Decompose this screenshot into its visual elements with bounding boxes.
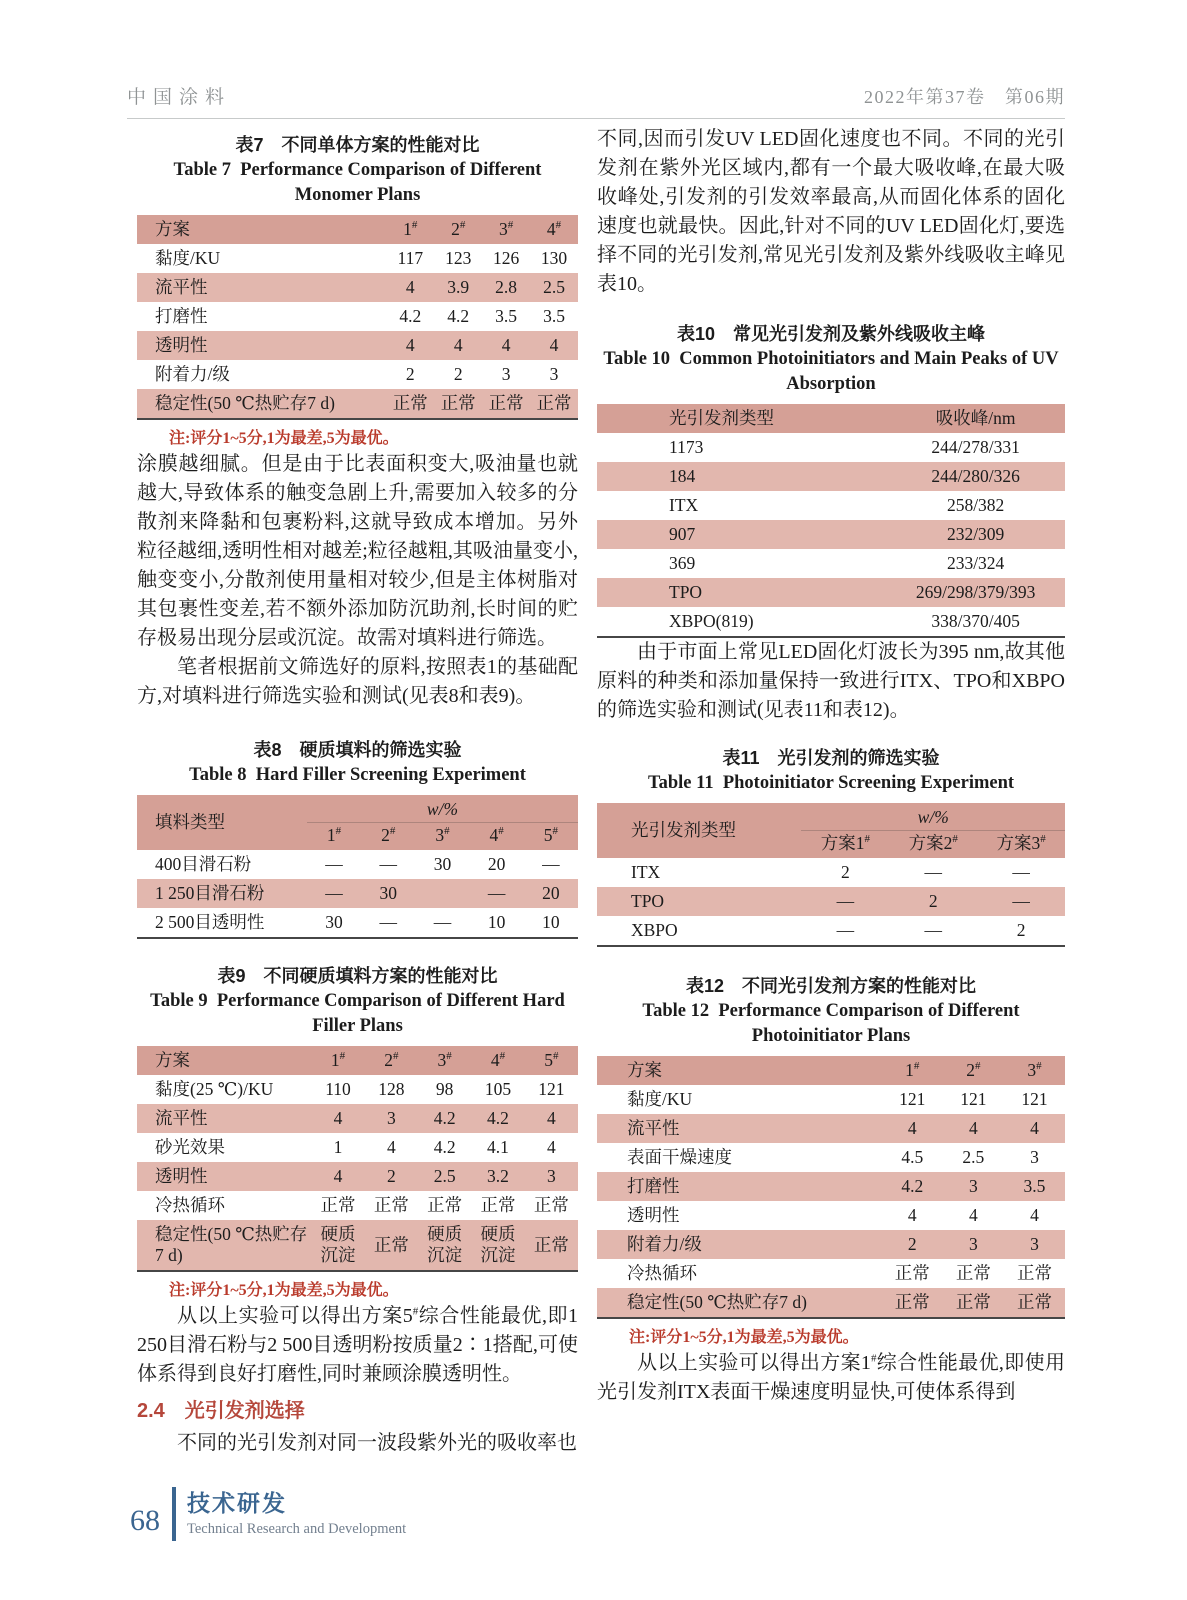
table-cell: 2: [365, 1162, 418, 1191]
table-row: [597, 1172, 1065, 1201]
table-cell: 方案3#: [977, 831, 1065, 859]
table-cell: 244/278/331: [931, 437, 1020, 457]
table-cell: —: [379, 854, 397, 874]
table-cell: 黏度/KU: [627, 1089, 693, 1109]
table-cell: 2.5: [418, 1162, 471, 1191]
table-cell: 正常: [427, 1195, 463, 1215]
table-cell: 正常: [434, 389, 482, 419]
table-cell: 正常: [1004, 1288, 1065, 1318]
table-cell: 2#: [361, 823, 415, 851]
table8-title-en: Table 8 Hard Filler Screening Experiment: [189, 765, 526, 785]
table-row: [597, 1230, 1065, 1259]
page-footer: [130, 1487, 406, 1541]
table-cell: 稳定性(50 ℃热贮存7 d): [137, 389, 386, 419]
table-cell: 正常: [386, 389, 434, 419]
table9-title: [137, 963, 578, 1039]
table-cell: 4: [386, 331, 434, 360]
table-row: [137, 389, 578, 419]
table-cell: 正常: [1016, 1263, 1052, 1283]
table-row: [137, 850, 578, 879]
table-cell: 正常: [525, 1220, 578, 1271]
table-cell: TPO: [597, 887, 801, 916]
table-row: [137, 273, 578, 302]
table-row: [137, 244, 578, 273]
table-cell: 正常: [480, 1195, 516, 1215]
table-cell: 2: [889, 887, 977, 916]
table-cell: 244/280/326: [886, 462, 1065, 491]
table-row: [597, 1288, 1065, 1318]
page-number: 68: [130, 1504, 160, 1537]
table-cell: 2: [841, 862, 850, 882]
table7-title: [137, 132, 578, 208]
table-row: [137, 1191, 578, 1220]
table-cell: 4: [1030, 1205, 1039, 1225]
table-cell: 方案: [597, 1056, 882, 1085]
table-cell: 3.5: [543, 306, 565, 326]
table-row: [137, 360, 578, 389]
table-cell: 20: [487, 854, 506, 874]
table7-monomer-performance: [137, 215, 578, 420]
table-cell: 方案: [137, 1046, 311, 1075]
table-cell: ITX: [669, 495, 699, 515]
table-cell: 5#: [524, 823, 578, 851]
paragraph: 不同,因而引发UV LED固化速度也不同。不同的光引发剂在紫外光区域内,都有一个最大吸收峰,在最大吸收峰处,引发剂的引发效率最高,从而固化体系的固化速度也就最快。因此,针对不同的UV LED固化灯,要选择不同的光引发剂,常见光引发剂及紫外线吸收主峰见表10。: [597, 128, 1065, 295]
table-cell: 填料类型: [137, 795, 307, 850]
table-cell: 2#: [365, 1046, 418, 1075]
table-cell: 黏度/KU: [155, 248, 221, 268]
table9-note: 注:评分1~5分,1为最差,5为最优。: [169, 1282, 399, 1299]
table-cell: 30: [325, 912, 343, 932]
table-cell: w/%: [801, 803, 1065, 831]
table-row: [597, 462, 1065, 491]
table-cell: 4: [311, 1162, 364, 1191]
table-cell: 3.2: [471, 1162, 524, 1191]
table-cell: 121: [960, 1089, 987, 1109]
table-cell: 吸收峰/nm: [886, 404, 1065, 433]
table-cell: 硬质沉淀: [418, 1220, 471, 1271]
table-cell: 121: [1021, 1089, 1048, 1109]
table-cell: 4: [968, 1205, 978, 1225]
table-cell: 128: [378, 1079, 405, 1099]
footer-section: [187, 1489, 406, 1540]
footer-section-en: Technical Research and Development: [187, 1520, 407, 1537]
table-cell: —: [924, 862, 942, 882]
table-cell: 4.1: [487, 1137, 509, 1157]
table-cell: 附着力/级: [597, 1230, 882, 1259]
table-cell: 4: [525, 1104, 578, 1133]
table-cell: 1173: [669, 437, 704, 457]
paragraph: 涂膜越细腻。但是由于比表面积变大,吸油量也就越大,导致体系的触变急剧上升,需要加入较多的分散剂来降黏和包裹粉料,这就导致成本增加。另外粒径越细,透明性相对越差;粒径越粗,其吸油量变小,触变变小,分散剂使用量相对较少,但是主体树脂对其包裹性变差,若不额外添加防沉助剂,长时间的贮存极易出现分层或沉淀。故需对填料进行筛选。: [137, 453, 578, 649]
table-cell: 4: [434, 331, 482, 360]
table-header: [597, 803, 1065, 858]
table8-title-cn: 表8 硬质填料的筛选实验: [253, 740, 462, 760]
table-header: [137, 1046, 578, 1075]
table-row: [597, 1114, 1065, 1143]
table-cell: 方案: [137, 215, 386, 244]
table-cell: —: [325, 854, 343, 874]
table-cell: 硬质沉淀: [311, 1220, 364, 1271]
table-cell: 透明性: [137, 331, 386, 360]
table-cell: —: [1012, 862, 1030, 882]
table-cell: 正常: [955, 1263, 991, 1283]
table-cell: 10: [542, 912, 560, 932]
table-cell: 98: [435, 1079, 454, 1099]
table-cell: 269/298/379/393: [886, 578, 1065, 607]
table-cell: 30: [433, 854, 452, 874]
table-cell: —: [307, 879, 361, 908]
table-cell: 3.5: [1004, 1172, 1065, 1201]
table-cell: 4.2: [433, 1137, 456, 1157]
table-cell: 3.5: [495, 306, 518, 326]
section-heading-2-4: 2.4 光引发剂选择: [137, 1400, 305, 1422]
table-row: [137, 1162, 578, 1191]
table-cell: 2 500目透明性: [155, 912, 265, 932]
table-cell: 流平性: [137, 273, 386, 302]
table7-title-cn: 表7 不同单体方案的性能对比: [235, 135, 480, 155]
table-cell: 4.2: [882, 1172, 943, 1201]
table-cell: XBPO(819): [669, 611, 754, 631]
table-cell: 123: [445, 248, 472, 268]
table-cell: 2.5: [530, 273, 578, 302]
table-row: [137, 879, 578, 908]
table10-title: [597, 321, 1065, 397]
table-row: [597, 1201, 1065, 1230]
table-cell: 正常: [482, 389, 530, 419]
table-cell: ITX: [631, 862, 661, 882]
journal-name: 中国涂料: [127, 87, 232, 108]
table-row: [597, 491, 1065, 520]
table10-photoinitiator-uv-peaks: [597, 404, 1065, 638]
table-row: [597, 916, 1065, 946]
table-cell: 105: [484, 1079, 512, 1099]
table-row: [597, 887, 1065, 916]
table-cell: 冷热循环: [627, 1263, 697, 1283]
table-cell: 1: [333, 1137, 343, 1157]
table-cell: 907: [597, 520, 886, 549]
table-row: [137, 908, 578, 938]
table-cell: 2#: [434, 215, 482, 244]
table-row: [597, 549, 1065, 578]
table-cell: 冷热循环: [155, 1195, 225, 1215]
table-cell: 正常: [320, 1195, 356, 1215]
paragraph: 从以上实验可以得出方案5#综合性能最优,即1 250目滑石粉与2 500目透明粉按质量2∶1搭配,可使体系得到良好打磨性,同时兼顾涂膜透明性。: [137, 1305, 579, 1385]
table-cell: —: [977, 887, 1065, 916]
table-cell: 光引发剂类型: [597, 404, 886, 433]
table-cell: —: [836, 920, 855, 940]
table-cell: 1#: [386, 215, 434, 244]
table9-title-en: Table 9 Performance Comparison of Different Hard Filler Plans: [150, 991, 565, 1036]
table-header: [137, 215, 578, 244]
table-cell: 正常: [530, 389, 578, 419]
table-cell: 258/382: [946, 495, 1005, 515]
table-cell: 2.8: [482, 273, 530, 302]
table-cell: 121: [899, 1089, 926, 1109]
table-cell: 2#: [943, 1056, 1004, 1085]
table-cell: 2: [453, 364, 463, 384]
table-cell: 3: [1030, 1147, 1039, 1167]
table-header: [137, 795, 578, 850]
table-cell: 369: [669, 553, 696, 573]
table7-note: 注:评分1~5分,1为最差,5为最优。: [169, 430, 399, 447]
footer-divider: [172, 1487, 176, 1541]
table-cell: 稳定性(50 ℃热贮存7 d): [137, 1220, 311, 1271]
table-cell: 2.5: [962, 1147, 985, 1167]
table-cell: 硬质沉淀: [471, 1220, 524, 1271]
table-cell: —: [433, 912, 452, 932]
footer-section-cn: 技术研发: [187, 1489, 287, 1516]
table-cell: w/%: [307, 795, 578, 823]
table-cell: 正常: [894, 1263, 930, 1283]
table-cell: [415, 879, 469, 908]
table-row: [597, 858, 1065, 887]
table-cell: 2: [1016, 920, 1026, 940]
table11-title-en: Table 11 Photoinitiator Screening Experiment: [647, 773, 1015, 793]
table-row: [137, 302, 578, 331]
table8-hard-filler-screening: [137, 795, 578, 939]
paragraph: 不同的光引发剂对同一波段紫外光的吸收率也: [177, 1432, 577, 1454]
table12-note: 注:评分1~5分,1为最差,5为最优。: [629, 1329, 859, 1346]
table-cell: 4: [386, 1137, 396, 1157]
table-cell: 4#: [470, 823, 524, 851]
table-cell: 3#: [415, 823, 469, 851]
table-cell: 黏度(25 ℃)/KU: [155, 1079, 274, 1099]
table-cell: 232/309: [886, 520, 1065, 549]
table-cell: 4: [546, 1137, 556, 1157]
table-cell: 3: [943, 1230, 1004, 1259]
table-header: [597, 1056, 1065, 1085]
table-cell: 方案1#: [801, 831, 889, 859]
table-cell: 透明性: [627, 1205, 680, 1225]
table-cell: 4#: [530, 215, 578, 244]
table-header: [597, 404, 1065, 433]
table10-title-cn: 表10 常见光引发剂及紫外线吸收主峰: [676, 324, 986, 344]
table-cell: 121: [538, 1079, 565, 1099]
table-cell: 流平性: [137, 1104, 311, 1133]
table-cell: —: [542, 854, 560, 874]
table9-hard-filler-performance: [137, 1046, 578, 1272]
table-cell: —: [470, 879, 524, 908]
running-head: [127, 82, 1065, 119]
table-cell: 4: [482, 331, 530, 360]
table-cell: 2: [882, 1230, 943, 1259]
table-row: [137, 1075, 578, 1104]
table-cell: 光引发剂类型: [597, 803, 801, 858]
table-cell: 3#: [482, 215, 530, 244]
paragraph: 笔者根据前文筛选好的原料,按照表1的基础配方,对填料进行筛选实验和测试(见表8和表9)。: [137, 656, 578, 707]
table-cell: 正常: [373, 1195, 409, 1215]
table-cell: 3.9: [434, 273, 482, 302]
table-cell: 4.2: [418, 1104, 471, 1133]
table-cell: 打磨性: [597, 1172, 882, 1201]
table-cell: 3: [365, 1104, 418, 1133]
table-cell: 4.2: [471, 1104, 524, 1133]
table11-title-cn: 表11 光引发剂的筛选实验: [722, 748, 940, 768]
table-cell: 3#: [1004, 1056, 1065, 1085]
table-cell: 4: [530, 331, 578, 360]
table-cell: 5#: [525, 1046, 578, 1075]
table-cell: 4: [1004, 1114, 1065, 1143]
left-column: [137, 132, 578, 1458]
table-cell: 附着力/级: [155, 364, 230, 384]
table-cell: 打磨性: [155, 306, 208, 326]
paragraph: 从以上实验可以得出方案1#综合性能最优,即使用光引发剂ITX表面干燥速度明显快,可使体系得到: [597, 1352, 1066, 1403]
table-cell: 10: [487, 912, 506, 932]
table-cell: 30: [361, 879, 415, 908]
issue-info: 2022年第37卷 第06期: [864, 87, 1065, 107]
table-cell: —: [379, 912, 397, 932]
table-cell: 126: [492, 248, 520, 268]
right-column: [597, 125, 1065, 1407]
table-cell: 4: [882, 1114, 943, 1143]
table-cell: 4: [311, 1104, 364, 1133]
table12-title-en: Table 12 Performance Comparison of Different Photoinitiator Plans: [642, 1001, 1020, 1046]
table-cell: XBPO: [631, 920, 678, 940]
table-cell: TPO: [597, 578, 886, 607]
table12-photoinitiator-performance: [597, 1056, 1065, 1319]
table-cell: 3: [1004, 1230, 1065, 1259]
table-row: [597, 607, 1065, 637]
table-cell: 1#: [311, 1046, 364, 1075]
table-row: [137, 1133, 578, 1162]
table-row: [137, 1220, 578, 1271]
table-cell: 117: [397, 248, 424, 268]
table-cell: 20: [524, 879, 578, 908]
table-cell: 4: [386, 273, 434, 302]
table-cell: 233/324: [946, 553, 1005, 573]
table-cell: 正常: [533, 1195, 569, 1215]
table12-title: [597, 973, 1065, 1049]
table-cell: 流平性: [597, 1114, 882, 1143]
table-row: [597, 1085, 1065, 1114]
table-cell: 1#: [307, 823, 361, 851]
table11-title: [597, 745, 1065, 796]
table-cell: 表面干燥速度: [627, 1147, 732, 1167]
table12-title-cn: 表12 不同光引发剂方案的性能对比: [685, 976, 977, 996]
table-cell: 稳定性(50 ℃热贮存7 d): [597, 1288, 882, 1318]
table-cell: 3#: [418, 1046, 471, 1075]
table-cell: 4: [943, 1114, 1004, 1143]
table-cell: 3: [549, 364, 559, 384]
table9-title-cn: 表9 不同硬质填料方案的性能对比: [217, 966, 498, 986]
table8-title: [137, 737, 578, 788]
table-cell: 400目滑石粉: [155, 854, 252, 874]
table11-photoinitiator-screening: [597, 803, 1065, 947]
table7-title-en: Table 7 Performance Comparison of Different Monomer Plans: [173, 160, 542, 205]
table-row: [597, 520, 1065, 549]
table-cell: 2: [405, 364, 415, 384]
table-cell: 110: [325, 1079, 351, 1099]
table-row: [137, 331, 578, 360]
table-cell: 1 250目滑石粉: [137, 879, 307, 908]
table-cell: 4.2: [447, 306, 470, 326]
table-cell: 3: [525, 1162, 578, 1191]
table-cell: 方案2#: [889, 831, 977, 859]
table-cell: 正常: [882, 1288, 943, 1318]
table-cell: —: [801, 887, 889, 916]
table-row: [597, 433, 1065, 462]
table-cell: 砂光效果: [155, 1137, 225, 1157]
table-row: [597, 1143, 1065, 1172]
table-cell: 透明性: [137, 1162, 311, 1191]
table-cell: —: [924, 920, 942, 940]
table-cell: 正常: [943, 1288, 1004, 1318]
table-cell: 3: [943, 1172, 1004, 1201]
table-row: [597, 578, 1065, 607]
table-cell: 184: [597, 462, 886, 491]
table-cell: 1#: [882, 1056, 943, 1085]
table-cell: 4#: [471, 1046, 524, 1075]
table-row: [597, 1259, 1065, 1288]
table-cell: 4.2: [399, 306, 422, 326]
table-row: [137, 1104, 578, 1133]
paragraph: 由于市面上常见LED固化灯波长为395 nm,故其他原料的种类和添加量保持一致进行ITX、TPO和XBPO的筛选实验和测试(见表11和表12)。: [597, 641, 1065, 721]
table-cell: 4.5: [901, 1147, 924, 1167]
table-cell: 338/370/405: [931, 611, 1020, 631]
table10-title-en: Table 10 Common Photoinitiators and Main Peaks of UV Absorption: [603, 349, 1059, 394]
table-cell: 130: [540, 248, 568, 268]
table-cell: 正常: [365, 1220, 418, 1271]
table-cell: 4: [907, 1205, 917, 1225]
table-cell: 3: [501, 364, 511, 384]
